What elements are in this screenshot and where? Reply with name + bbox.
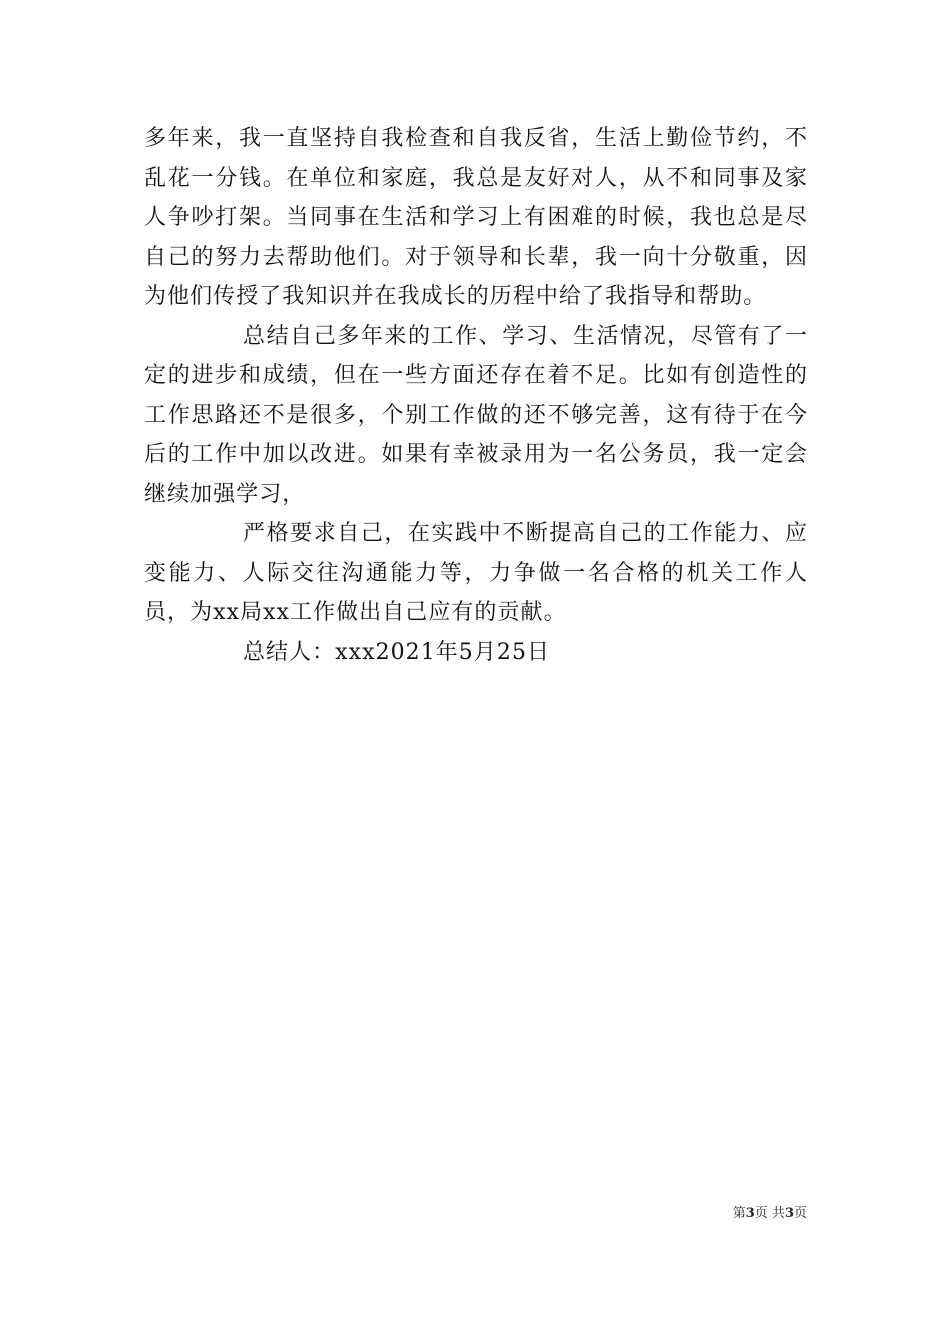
paragraph-commitment: 严格要求自己，在实践中不断提高自己的工作能力、应变能力、人际交往沟通能力等，力争做一名合格的机关工作人员，为xx局xx工作做出自己应有的贡献。: [144, 521, 808, 625]
paragraph-summary: 总结自己多年来的工作、学习、生活情况，尽管有了一定的进步和成绩，但在一些方面还存在着不足。比如有创造性的工作思路还不是很多，个别工作做的还不够完善，这有待于在今后的工作中加以改进。如果有幸被录用为一名公务员，我一定会继续加强学习，: [144, 323, 808, 507]
current-page-number: 3: [745, 1206, 755, 1221]
paragraph-self-reflection: 多年来，我一直坚持自我检查和自我反省，生活上勤俭节约，不乱花一分钱。在单位和家庭，我总是友好对人，从不和同事及家人争吵打架。当同事在生活和学习上有困难的时候，我也总是尽自己的努力去帮助他们。对于领导和长辈，我一向十分敬重，因为他们传授了我知识并在我成长的历程中给了我指导和帮助。: [144, 126, 808, 309]
page-number-footer: [733, 1205, 807, 1223]
footer-suffix: 页: [793, 1206, 807, 1221]
total-page-number: 3: [784, 1206, 794, 1221]
signature-line: 总结人：xxx2021年5月25日: [243, 639, 551, 665]
document-body: [144, 119, 808, 672]
footer-prefix: 第: [732, 1206, 746, 1221]
footer-middle: 页 共: [754, 1206, 785, 1221]
